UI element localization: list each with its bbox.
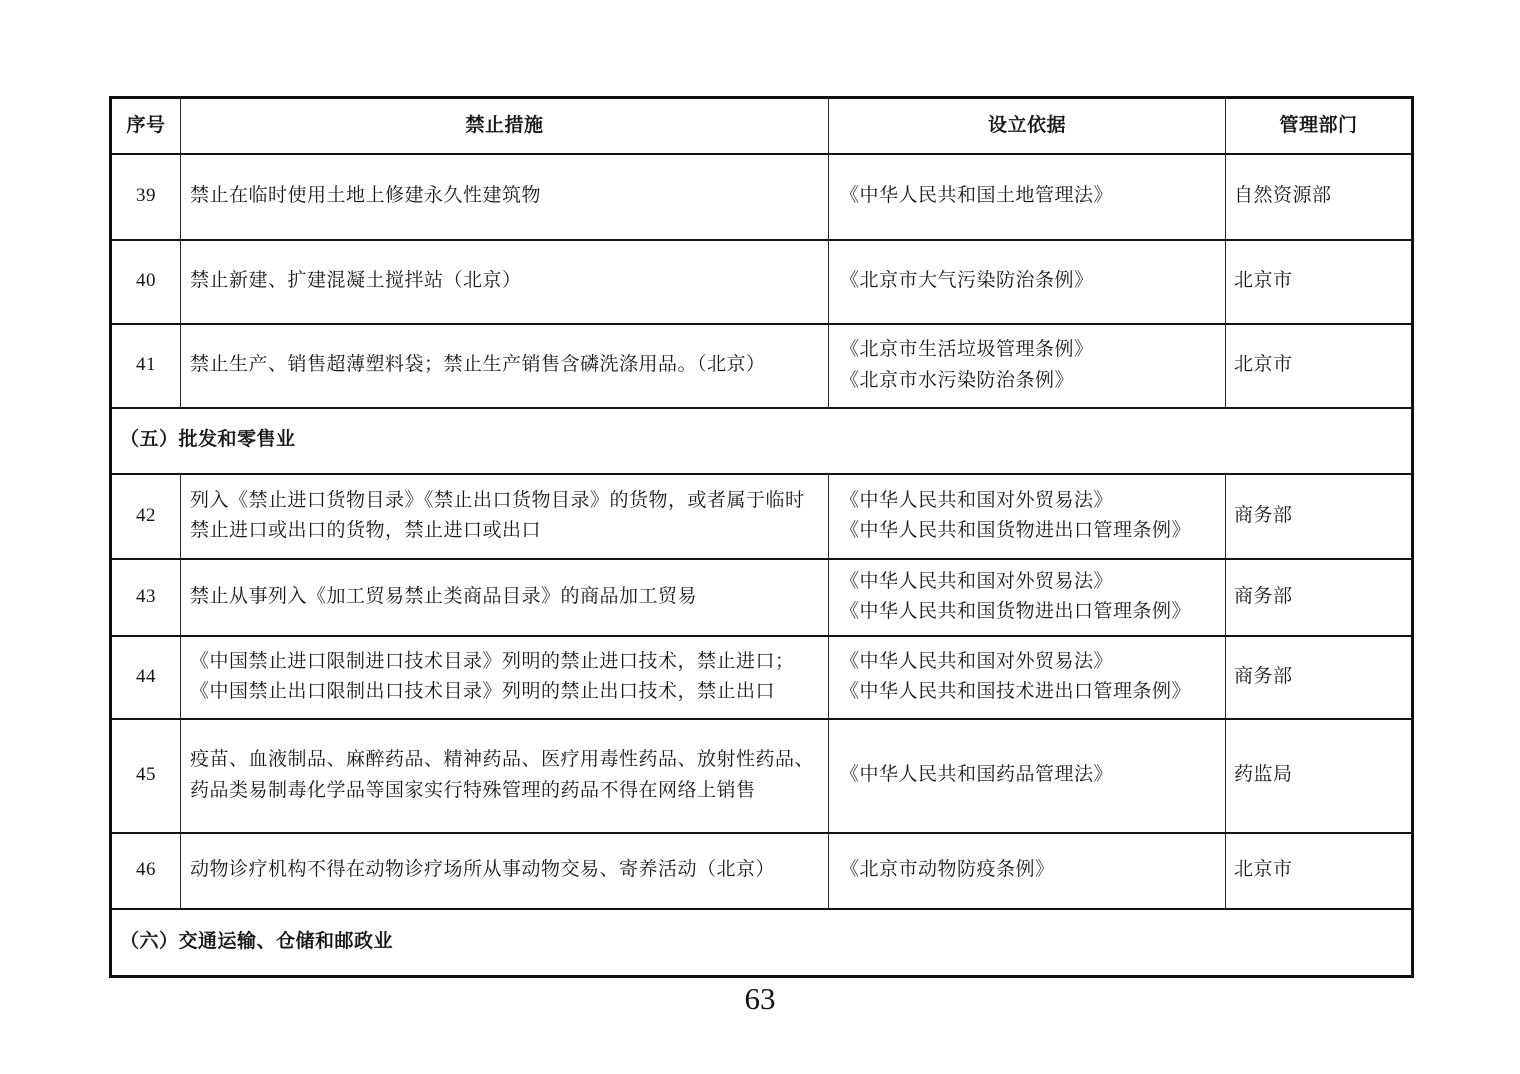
table-header-row — [111, 98, 1413, 154]
row-basis — [829, 636, 1226, 719]
row-measure: 《中国禁止进口限制进口技术目录》列明的禁止进口技术，禁止进口；《中国禁止出口限制出口技术目录》列明的禁止出口技术，禁止出口 — [181, 636, 829, 719]
column-header-no: 序号 — [111, 98, 181, 154]
section-header-label: （六）交通运输、仓储和邮政业 — [111, 909, 1413, 977]
row-basis — [829, 559, 1226, 636]
row-measure: 禁止从事列入《加工贸易禁止类商品目录》的商品加工贸易 — [181, 559, 829, 636]
basis-line: 《北京市水污染防治条例》 — [840, 369, 1075, 391]
basis-line: 《北京市生活垃圾管理条例》 — [840, 339, 1094, 361]
basis-line: 《中华人民共和国药品管理法》 — [840, 764, 1114, 786]
row-department: 商务部 — [1226, 636, 1413, 719]
table-row — [111, 324, 1413, 408]
basis-line: 《中华人民共和国土地管理法》 — [840, 185, 1114, 207]
row-department: 商务部 — [1226, 474, 1413, 559]
row-no: 44 — [111, 636, 181, 719]
row-measure: 禁止在临时使用土地上修建永久性建筑物 — [181, 154, 829, 240]
row-no: 46 — [111, 833, 181, 909]
row-department: 自然资源部 — [1226, 154, 1413, 240]
row-basis — [829, 719, 1226, 833]
table-row — [111, 240, 1413, 324]
column-header-measure: 禁止措施 — [181, 98, 829, 154]
row-no: 40 — [111, 240, 181, 324]
row-no: 41 — [111, 324, 181, 408]
section-header-label: （五）批发和零售业 — [111, 408, 1413, 474]
basis-line: 《中华人民共和国对外贸易法》 — [840, 489, 1114, 511]
section-header-row — [111, 408, 1413, 474]
row-department: 北京市 — [1226, 324, 1413, 408]
row-basis — [829, 154, 1226, 240]
row-basis — [829, 240, 1226, 324]
basis-line: 《中华人民共和国货物进出口管理条例》 — [840, 520, 1192, 541]
row-no: 39 — [111, 154, 181, 240]
table-row — [111, 559, 1413, 636]
row-department: 商务部 — [1226, 559, 1413, 636]
row-department: 北京市 — [1226, 240, 1413, 324]
basis-line: 《中华人民共和国技术进出口管理条例》 — [840, 681, 1192, 702]
basis-line: 《北京市动物防疫条例》 — [840, 859, 1055, 881]
row-measure: 禁止新建、扩建混凝土搅拌站（北京） — [181, 240, 829, 324]
basis-line: 《北京市大气污染防治条例》 — [840, 270, 1094, 292]
row-no: 43 — [111, 559, 181, 636]
basis-line: 《中华人民共和国对外贸易法》 — [840, 650, 1114, 672]
row-basis — [829, 474, 1226, 559]
section-header-row — [111, 909, 1413, 977]
row-measure: 禁止生产、销售超薄塑料袋；禁止生产销售含磷洗涤用品。（北京） — [181, 324, 829, 408]
row-measure: 动物诊疗机构不得在动物诊疗场所从事动物交易、寄养活动（北京） — [181, 833, 829, 909]
row-no: 45 — [111, 719, 181, 833]
column-header-department: 管理部门 — [1226, 98, 1413, 154]
column-header-basis: 设立依据 — [829, 98, 1226, 154]
basis-line: 《中华人民共和国对外贸易法》 — [840, 570, 1114, 592]
row-basis — [829, 324, 1226, 408]
page-number: 63 — [744, 981, 776, 1016]
table-row — [111, 636, 1413, 719]
basis-line: 《中华人民共和国货物进出口管理条例》 — [840, 601, 1192, 622]
row-department: 北京市 — [1226, 833, 1413, 909]
row-department: 药监局 — [1226, 719, 1413, 833]
table-row — [111, 474, 1413, 559]
prohibition-measures-table — [109, 96, 1414, 978]
table-row — [111, 154, 1413, 240]
row-measure: 列入《禁止进口货物目录》《禁止出口货物目录》的货物，或者属于临时禁止进口或出口的货物，禁止进口或出口 — [181, 474, 829, 559]
table-row — [111, 719, 1413, 833]
row-basis — [829, 833, 1226, 909]
table-row — [111, 833, 1413, 909]
row-measure: 疫苗、血液制品、麻醉药品、精神药品、医疗用毒性药品、放射性药品、药品类易制毒化学品等国家实行特殊管理的药品不得在网络上销售 — [181, 719, 829, 833]
row-no: 42 — [111, 474, 181, 559]
